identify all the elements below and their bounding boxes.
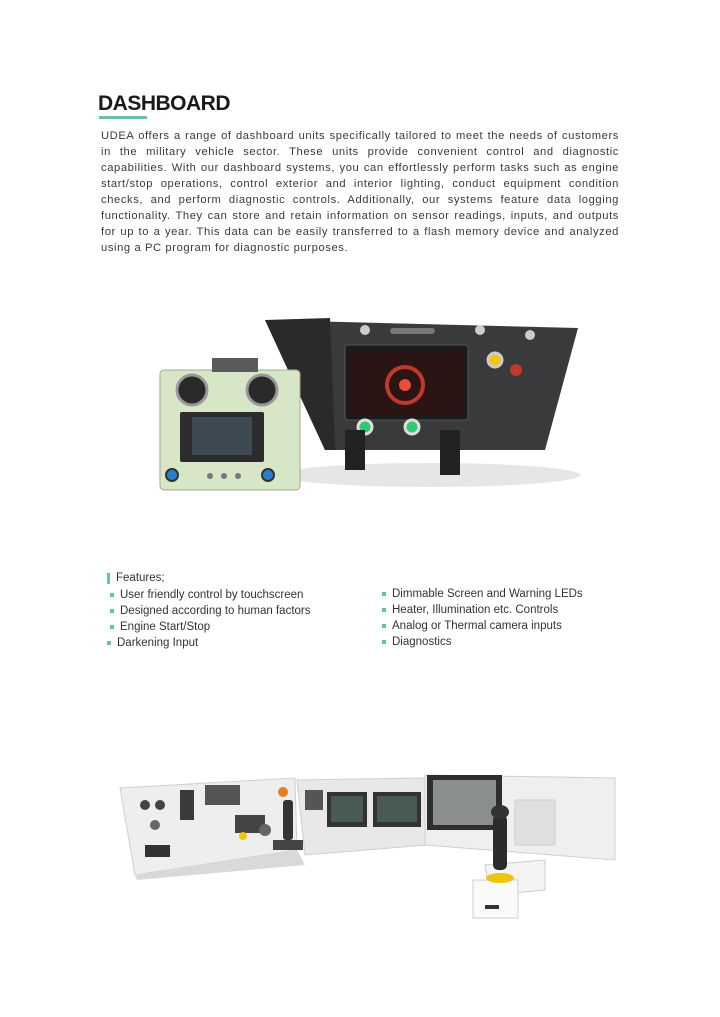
list-item: Designed according to human factors bbox=[110, 603, 311, 619]
bullet-icon bbox=[110, 625, 114, 629]
features-list-left bbox=[110, 587, 311, 651]
features-heading bbox=[107, 572, 165, 584]
bullet-icon bbox=[382, 592, 386, 596]
bullet-icon bbox=[110, 609, 114, 613]
list-item: User friendly control by touchscreen bbox=[110, 587, 311, 603]
list-item: Diagnostics bbox=[382, 634, 583, 650]
page-title: DASHBOARD bbox=[98, 92, 230, 115]
list-item: Heater, Illumination etc. Controls bbox=[382, 602, 583, 618]
dashboard-units-photo bbox=[150, 300, 580, 500]
control-console-photo bbox=[115, 770, 627, 930]
heading-marker-icon bbox=[107, 573, 110, 584]
bullet-icon bbox=[107, 641, 111, 645]
bullet-icon bbox=[110, 593, 114, 597]
bullet-icon bbox=[382, 624, 386, 628]
list-item: Engine Start/Stop bbox=[110, 619, 311, 635]
intro-paragraph: UDEA offers a range of dashboard units specifically tailored to meet the needs of customers in the military vehicle sector. These units provide convenient control and diagnostic capabilities. With our dashboard systems, you can effortlessly perform tasks such as engine start/stop operations, control exterior and interior lighting, conduct equipment condition checks, and perform diagnostic controls. Additionally, our systems feature data logging functionality. They can store and retain information on sensor readings, inputs, and outputs for up to a year. This data can be easily transferred to a flash memory device and analyzed using a PC program for diagnostic purposes. bbox=[101, 130, 619, 254]
bullet-icon bbox=[382, 608, 386, 612]
list-item: Darkening Input bbox=[107, 635, 311, 651]
list-item: Dimmable Screen and Warning LEDs bbox=[382, 586, 583, 602]
features-title: Features; bbox=[116, 572, 165, 584]
features-list-right bbox=[382, 586, 583, 650]
bullet-icon bbox=[382, 640, 386, 644]
list-item: Analog or Thermal camera inputs bbox=[382, 618, 583, 634]
title-underline bbox=[99, 116, 147, 119]
